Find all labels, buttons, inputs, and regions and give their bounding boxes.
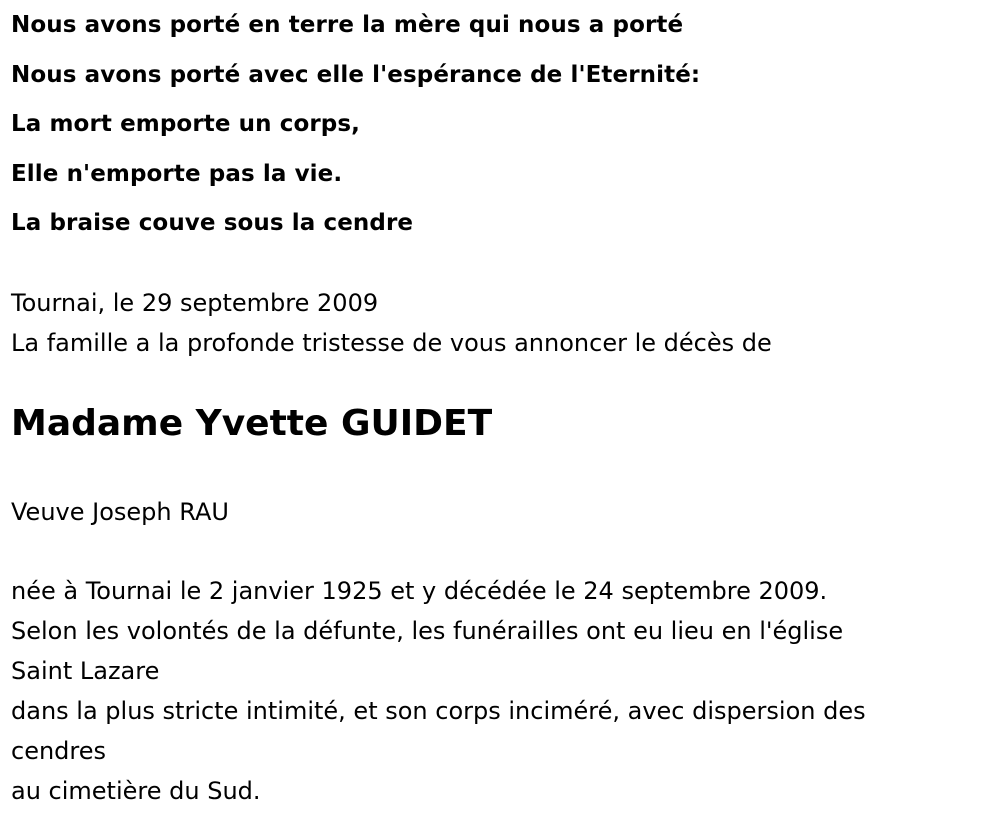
memorial-poem [11,1,700,249]
details-line: au cimetière du Sud. [11,777,261,805]
details-line: Saint Lazare [11,657,160,685]
details-line: cendres [11,737,107,765]
announcement [11,283,772,363]
poem-line: Nous avons porté en terre la mère qui nous a porté [11,12,684,38]
details-line: dans la plus stricte intimité, et son corps inciméré, avec dispersion des [11,697,866,725]
announcement-intro: La famille a la profonde tristesse de vous annoncer le décès de [11,329,772,357]
poem-line: Elle n'emporte pas la vie. [11,160,343,187]
place-date: Tournai, le 29 septembre 2009 [11,289,379,317]
poem-line: La braise couve sous la cendre [11,210,414,236]
poem-line: Nous avons porté avec elle l'espérance de l'Eternité: [11,61,701,88]
widow-of: Veuve Joseph RAU [11,498,229,526]
funeral-details [11,571,986,811]
deceased-name: Madame Yvette GUIDET [11,403,493,444]
details-line: née à Tournai le 2 janvier 1925 et y décédée le 24 septembre 2009. [11,577,828,605]
details-line: Selon les volontés de la défunte, les funérailles ont eu lieu en l'église [11,617,844,645]
poem-line: La mort emporte un corps, [11,111,360,137]
